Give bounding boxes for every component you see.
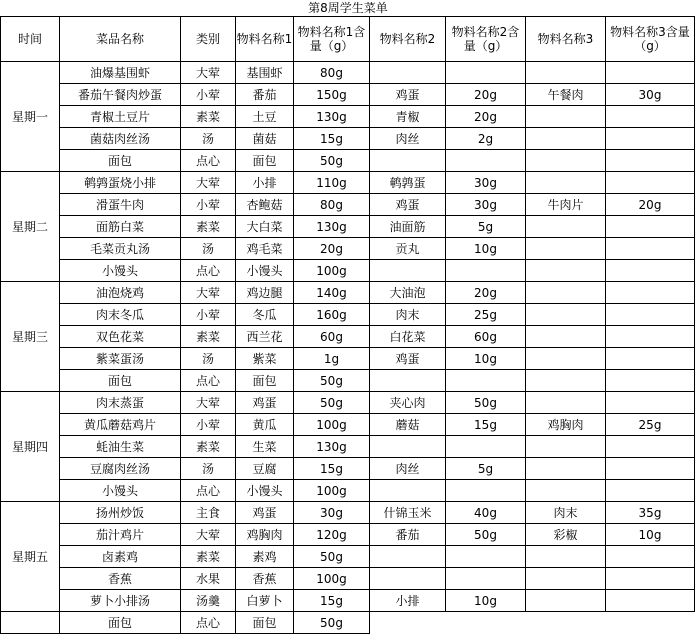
- category-cell: 汤: [181, 458, 236, 480]
- header-material1: 物料名称1: [236, 17, 294, 62]
- table-row: [1, 370, 695, 392]
- material1-cell: 黄瓜: [236, 414, 294, 436]
- material3-qty-cell: [606, 128, 695, 150]
- table-row: [1, 392, 695, 414]
- material3-qty-cell: [606, 546, 695, 568]
- material2-cell: 肉丝: [370, 458, 446, 480]
- material3-qty-cell: [606, 216, 695, 238]
- material3-cell: [526, 370, 606, 392]
- material1-cell: 大白菜: [236, 216, 294, 238]
- dish-cell: 毛菜贡丸汤: [60, 238, 181, 260]
- material1-qty-cell: 100g: [294, 568, 370, 590]
- material1-cell: 冬瓜: [236, 304, 294, 326]
- material1-qty-cell: 50g: [294, 392, 370, 414]
- material2-qty-cell: [446, 480, 526, 502]
- table-row: [1, 238, 695, 260]
- dish-cell: 肉末冬瓜: [60, 304, 181, 326]
- material3-qty-cell: [606, 304, 695, 326]
- material1-qty-cell: 100g: [294, 480, 370, 502]
- material1-qty-cell: 140g: [294, 282, 370, 304]
- category-cell: 汤: [181, 348, 236, 370]
- material2-qty-cell: 5g: [446, 216, 526, 238]
- material2-cell: 肉末: [370, 304, 446, 326]
- table-row: [1, 436, 695, 458]
- table-row: [1, 282, 695, 304]
- empty-time-cell: [1, 612, 60, 634]
- material3-qty-cell: [606, 458, 695, 480]
- table-row: [1, 106, 695, 128]
- material2-cell: 鸡蛋: [370, 348, 446, 370]
- material2-cell: [370, 370, 446, 392]
- material2-cell: 什锦玉米: [370, 502, 446, 524]
- category-cell: 水果: [181, 568, 236, 590]
- material1-cell: 鸡胸肉: [236, 524, 294, 546]
- material1-cell: 面包: [236, 370, 294, 392]
- table-row: [1, 568, 695, 590]
- dish-cell: 油泡烧鸡: [60, 282, 181, 304]
- material2-qty-cell: 10g: [446, 348, 526, 370]
- material2-cell: [370, 260, 446, 282]
- material3-qty-cell: [606, 568, 695, 590]
- material2-qty-cell: 20g: [446, 106, 526, 128]
- category-cell: 汤羹: [181, 590, 236, 612]
- category-cell: 小荤: [181, 194, 236, 216]
- day-cell: 星期四: [1, 392, 60, 502]
- material2-qty-cell: 30g: [446, 194, 526, 216]
- material3-qty-cell: [606, 282, 695, 304]
- day-cell: 星期二: [1, 172, 60, 282]
- material3-qty-cell: [606, 436, 695, 458]
- material2-qty-cell: 2g: [446, 128, 526, 150]
- material1-cell: 生菜: [236, 436, 294, 458]
- menu-body: [1, 62, 695, 634]
- material1-cell: 基围虾: [236, 62, 294, 84]
- material2-qty-cell: 10g: [446, 590, 526, 612]
- material3-qty-cell: [606, 480, 695, 502]
- material1-qty-cell: 110g: [294, 172, 370, 194]
- category-cell: 点心: [181, 612, 236, 634]
- material1-qty-cell: 30g: [294, 502, 370, 524]
- material3-qty-cell: 35g: [606, 502, 695, 524]
- material2-qty-cell: [446, 150, 526, 172]
- dish-cell: 番茄午餐肉炒蛋: [60, 84, 181, 106]
- material3-cell: [526, 260, 606, 282]
- material3-qty-cell: [606, 172, 695, 194]
- material2-cell: 鹌鹑蛋: [370, 172, 446, 194]
- header-time: 时间: [1, 17, 60, 62]
- header-material2: 物料名称2: [370, 17, 446, 62]
- material3-cell: 彩椒: [526, 524, 606, 546]
- table-row: [1, 304, 695, 326]
- category-cell: 小荤: [181, 84, 236, 106]
- category-cell: 素菜: [181, 216, 236, 238]
- material2-cell: 小排: [370, 590, 446, 612]
- material2-qty-cell: 40g: [446, 502, 526, 524]
- category-cell: 素菜: [181, 326, 236, 348]
- material1-cell: 鸡蛋: [236, 392, 294, 414]
- day-cell: 星期五: [1, 502, 60, 612]
- material1-cell: 西兰花: [236, 326, 294, 348]
- material2-qty-cell: 30g: [446, 172, 526, 194]
- dish-cell: 面包: [60, 612, 181, 634]
- material3-cell: 鸡胸肉: [526, 414, 606, 436]
- material3-cell: [526, 106, 606, 128]
- material1-qty-cell: 100g: [294, 414, 370, 436]
- material3-cell: 午餐肉: [526, 84, 606, 106]
- material2-qty-cell: 50g: [446, 524, 526, 546]
- material3-qty-cell: [606, 150, 695, 172]
- table-row: [1, 128, 695, 150]
- material2-cell: 大油泡: [370, 282, 446, 304]
- material1-cell: 小馒头: [236, 260, 294, 282]
- material3-cell: [526, 62, 606, 84]
- table-row-extra: [1, 612, 695, 634]
- material2-cell: 贡丸: [370, 238, 446, 260]
- category-cell: 大荤: [181, 392, 236, 414]
- material1-qty-cell: 50g: [294, 150, 370, 172]
- material3-qty-cell: 30g: [606, 84, 695, 106]
- sheet-title: 第8周学生菜单: [308, 1, 388, 15]
- header-material3: 物料名称3: [526, 17, 606, 62]
- material1-cell: 白萝卜: [236, 590, 294, 612]
- material3-cell: [526, 238, 606, 260]
- material3-cell: [526, 282, 606, 304]
- material2-qty-cell: [446, 436, 526, 458]
- category-cell: 大荤: [181, 172, 236, 194]
- material1-qty-cell: 80g: [294, 62, 370, 84]
- dish-cell: 蚝油生菜: [60, 436, 181, 458]
- material1-qty-cell: 50g: [294, 370, 370, 392]
- header-material1-qty: 物料名称1含量（g）: [294, 17, 370, 62]
- table-row: [1, 216, 695, 238]
- table-row: [1, 348, 695, 370]
- material1-qty-cell: 1g: [294, 348, 370, 370]
- category-cell: 点心: [181, 480, 236, 502]
- dish-cell: 菌菇肉丝汤: [60, 128, 181, 150]
- header-row: [1, 17, 695, 62]
- material2-qty-cell: 10g: [446, 238, 526, 260]
- material3-cell: 牛肉片: [526, 194, 606, 216]
- material1-qty-cell: 100g: [294, 260, 370, 282]
- category-cell: 汤: [181, 238, 236, 260]
- day-cell: 星期一: [1, 62, 60, 172]
- dish-cell: 油爆基围虾: [60, 62, 181, 84]
- table-row: [1, 502, 695, 524]
- table-row: [1, 260, 695, 282]
- material1-qty-cell: 60g: [294, 326, 370, 348]
- category-cell: 点心: [181, 260, 236, 282]
- material2-qty-cell: 20g: [446, 84, 526, 106]
- material2-qty-cell: [446, 568, 526, 590]
- material3-cell: [526, 458, 606, 480]
- material2-qty-cell: 5g: [446, 458, 526, 480]
- material3-cell: [526, 172, 606, 194]
- material1-cell: 菌菇: [236, 128, 294, 150]
- material1-cell: 土豆: [236, 106, 294, 128]
- material3-qty-cell: [606, 238, 695, 260]
- material1-qty-cell: 50g: [294, 546, 370, 568]
- material1-qty-cell: 160g: [294, 304, 370, 326]
- material3-cell: [526, 480, 606, 502]
- category-cell: 大荤: [181, 282, 236, 304]
- material1-cell: 面包: [236, 150, 294, 172]
- material1-cell: 香蕉: [236, 568, 294, 590]
- material1-qty-cell: 80g: [294, 194, 370, 216]
- material3-qty-cell: [606, 260, 695, 282]
- material3-qty-cell: 25g: [606, 414, 695, 436]
- material3-cell: [526, 546, 606, 568]
- dish-cell: 香蕉: [60, 568, 181, 590]
- material2-qty-cell: [446, 260, 526, 282]
- category-cell: 点心: [181, 150, 236, 172]
- material2-qty-cell: [446, 62, 526, 84]
- dish-cell: 萝卜小排汤: [60, 590, 181, 612]
- dish-cell: 黄瓜蘑菇鸡片: [60, 414, 181, 436]
- material2-cell: 肉丝: [370, 128, 446, 150]
- material1-cell: 鸡毛菜: [236, 238, 294, 260]
- material3-cell: [526, 150, 606, 172]
- material3-cell: [526, 348, 606, 370]
- header-material2-qty: 物料名称2含量（g）: [446, 17, 526, 62]
- material2-cell: [370, 480, 446, 502]
- material2-cell: [370, 436, 446, 458]
- table-row: [1, 326, 695, 348]
- table-row: [1, 524, 695, 546]
- material2-cell: 夹心肉: [370, 392, 446, 414]
- table-row: [1, 480, 695, 502]
- material3-qty-cell: [606, 62, 695, 84]
- material1-cell: 紫菜: [236, 348, 294, 370]
- material3-qty-cell: [606, 370, 695, 392]
- material1-qty-cell: 130g: [294, 216, 370, 238]
- dish-cell: 滑蛋牛肉: [60, 194, 181, 216]
- material2-qty-cell: [446, 370, 526, 392]
- category-cell: 主食: [181, 502, 236, 524]
- material3-cell: [526, 590, 606, 612]
- material2-qty-cell: 20g: [446, 282, 526, 304]
- table-row: [1, 84, 695, 106]
- material1-cell: 小排: [236, 172, 294, 194]
- material2-cell: 青椒: [370, 106, 446, 128]
- material3-qty-cell: 10g: [606, 524, 695, 546]
- material2-qty-cell: 15g: [446, 414, 526, 436]
- material3-cell: 肉末: [526, 502, 606, 524]
- material3-qty-cell: [606, 590, 695, 612]
- material2-qty-cell: 60g: [446, 326, 526, 348]
- material2-cell: 鸡蛋: [370, 84, 446, 106]
- category-cell: 汤: [181, 128, 236, 150]
- material1-cell: 杏鲍菇: [236, 194, 294, 216]
- material1-cell: 鸡边腿: [236, 282, 294, 304]
- material3-qty-cell: [606, 392, 695, 414]
- material1-cell: 素鸡: [236, 546, 294, 568]
- material3-qty-cell: [606, 326, 695, 348]
- material1-qty-cell: 50g: [294, 612, 370, 634]
- material1-qty-cell: 130g: [294, 106, 370, 128]
- material1-qty-cell: 15g: [294, 458, 370, 480]
- table-row: [1, 414, 695, 436]
- material3-cell: [526, 326, 606, 348]
- category-cell: 小荤: [181, 304, 236, 326]
- header-material3-qty: 物料名称3含量（g）: [606, 17, 695, 62]
- table-row: [1, 194, 695, 216]
- dish-cell: 小馒头: [60, 260, 181, 282]
- table-row: [1, 62, 695, 84]
- material1-qty-cell: 15g: [294, 590, 370, 612]
- material3-cell: [526, 436, 606, 458]
- category-cell: 大荤: [181, 524, 236, 546]
- material3-cell: [526, 128, 606, 150]
- dish-cell: 卤素鸡: [60, 546, 181, 568]
- material2-cell: 鸡蛋: [370, 194, 446, 216]
- material1-cell: 面包: [236, 612, 294, 634]
- material3-cell: [526, 568, 606, 590]
- material2-cell: 油面筋: [370, 216, 446, 238]
- dish-cell: 面包: [60, 370, 181, 392]
- blank-area: [370, 612, 695, 634]
- dish-cell: 小馒头: [60, 480, 181, 502]
- material2-qty-cell: [446, 546, 526, 568]
- dish-cell: 青椒土豆片: [60, 106, 181, 128]
- material1-qty-cell: 130g: [294, 436, 370, 458]
- material2-cell: [370, 568, 446, 590]
- dish-cell: 扬州炒饭: [60, 502, 181, 524]
- category-cell: 素菜: [181, 546, 236, 568]
- category-cell: 小荤: [181, 414, 236, 436]
- material1-cell: 鸡蛋: [236, 502, 294, 524]
- material3-qty-cell: [606, 348, 695, 370]
- dish-cell: 肉末蒸蛋: [60, 392, 181, 414]
- category-cell: 点心: [181, 370, 236, 392]
- table-row: [1, 546, 695, 568]
- menu-table: [0, 16, 695, 634]
- material3-cell: [526, 392, 606, 414]
- material2-cell: [370, 546, 446, 568]
- material2-cell: 白花菜: [370, 326, 446, 348]
- category-cell: 素菜: [181, 106, 236, 128]
- material2-cell: [370, 150, 446, 172]
- material2-cell: [370, 62, 446, 84]
- material1-qty-cell: 20g: [294, 238, 370, 260]
- material3-qty-cell: [606, 106, 695, 128]
- material1-cell: 豆腐: [236, 458, 294, 480]
- dish-cell: 紫菜蛋汤: [60, 348, 181, 370]
- material3-qty-cell: 20g: [606, 194, 695, 216]
- material1-cell: 小馒头: [236, 480, 294, 502]
- material3-cell: [526, 216, 606, 238]
- dish-cell: 面筋白菜: [60, 216, 181, 238]
- dish-cell: 鹌鹑蛋烧小排: [60, 172, 181, 194]
- material2-cell: 蘑菇: [370, 414, 446, 436]
- table-row: [1, 172, 695, 194]
- category-cell: 素菜: [181, 436, 236, 458]
- material1-qty-cell: 120g: [294, 524, 370, 546]
- material1-cell: 番茄: [236, 84, 294, 106]
- table-row: [1, 458, 695, 480]
- day-cell: 星期三: [1, 282, 60, 392]
- table-row: [1, 590, 695, 612]
- header-category: 类别: [181, 17, 236, 62]
- category-cell: 大荤: [181, 62, 236, 84]
- material2-cell: 番茄: [370, 524, 446, 546]
- header-dish: 菜品名称: [60, 17, 181, 62]
- dish-cell: 茄汁鸡片: [60, 524, 181, 546]
- material2-qty-cell: 25g: [446, 304, 526, 326]
- material3-cell: [526, 304, 606, 326]
- material2-qty-cell: 50g: [446, 392, 526, 414]
- dish-cell: 豆腐肉丝汤: [60, 458, 181, 480]
- table-row: [1, 150, 695, 172]
- material1-qty-cell: 15g: [294, 128, 370, 150]
- dish-cell: 双色花菜: [60, 326, 181, 348]
- dish-cell: 面包: [60, 150, 181, 172]
- material1-qty-cell: 150g: [294, 84, 370, 106]
